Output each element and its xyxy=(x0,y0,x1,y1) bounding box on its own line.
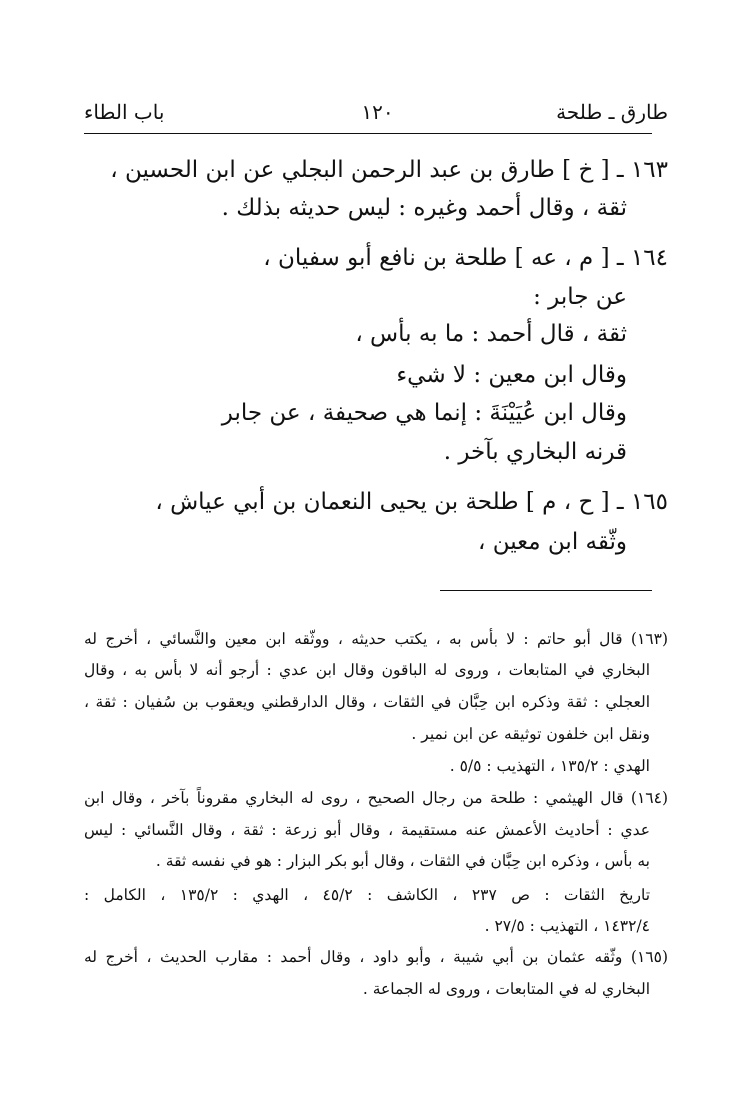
footnote-164-line-1: (١٦٤) قال الهيثمي : طلحة من رجال الصحيح ، روى له البخاري مقروناً بآخر ، وقال ابن xyxy=(84,789,668,807)
running-header-chapter: باب الطاء xyxy=(84,100,165,124)
entry-165-line-2: وثّقه ابن معين ، xyxy=(478,529,627,555)
footnote-163-line-1: (١٦٣) قال أبو حاتم : لا بأس به ، يكتب حديثه ، ووثّقه ابن معين والنَّسائي ، أخرج له xyxy=(84,630,668,648)
entry-164-line-1: ١٦٤ ـ [ م ، عه ] طلحة بن نافع أبو سفيان ، xyxy=(263,245,668,271)
entry-163-line-1: ١٦٣ ـ [ خ ] طارق بن عبد الرحمن البجلي عن ابن الحسين ، xyxy=(110,157,668,183)
footnote-163-line-5: الهدي : ١٣٥/٢ ، التهذيب : ٥/٥ . xyxy=(449,757,650,775)
footnote-163-line-4: ونقل ابن خلفون توثيقه عن ابن نمير . xyxy=(411,725,650,743)
entry-164-line-5: وقال ابن عُيَيْنَةَ : إنما هي صحيفة ، عن جابر xyxy=(221,400,627,426)
entry-164-line-3: ثقة ، قال أحمد : ما به بأس ، xyxy=(355,321,627,347)
entry-164-line-6: قرنه البخاري بآخر . xyxy=(443,439,627,465)
header-rule xyxy=(84,133,652,134)
page-number: ١٢٠ xyxy=(361,100,394,124)
footnote-163-line-2: البخاري في المتابعات ، وروى له الباقون وقال ابن عدي : أرجو أنه لا بأس به ، وقال xyxy=(84,661,650,679)
footnote-163-line-3: العجلي : ثقة وذكره ابن حِبَّان في الثقات ، وقال الدارقطني ويعقوب بن سُفيان : ثقة ، xyxy=(84,693,650,711)
footnote-164-line-4: تاريخ الثقات : ص ٢٣٧ ، الكاشف : ٤٥/٢ ، الهدي : ١٣٥/٢ ، الكامل : xyxy=(84,886,651,904)
entry-165-line-1: ١٦٥ ـ [ ح ، م ] طلحة بن يحيى النعمان بن أبي عياش ، xyxy=(155,489,668,515)
footnote-164-line-2: عدي : أحاديث الأعمش عنه مستقيمة ، وقال أبو زرعة : ثقة ، وقال النَّسائي : ليس xyxy=(84,821,650,839)
footnote-164-line-3: به بأس ، وذكره ابن حِبَّان في الثقات ، وقال أبو بكر البزار : هو في نفسه ثقة . xyxy=(155,852,650,870)
footnote-165-line-2: البخاري له في المتابعات ، وروى له الجماعة . xyxy=(362,980,650,998)
entry-163-line-2: ثقة ، وقال أحمد وغيره : ليس حديثه بذلك . xyxy=(221,195,627,221)
footnote-164-line-5: ١٤٣٢/٤ ، التهذيب : ٢٧/٥ . xyxy=(484,917,650,935)
entry-164-line-2: عن جابر : xyxy=(533,284,627,310)
entry-164-line-4: وقال ابن معين : لا شيء xyxy=(396,362,627,388)
footnote-165-line-1: (١٦٥) وثّقه عثمان بن أبي شيبة ، وأبو داود ، وقال أحمد : مقارب الحديث ، أخرج له xyxy=(84,948,668,966)
footnote-separator xyxy=(440,590,652,591)
running-header-title: طارق ـ طلحة xyxy=(556,100,668,124)
